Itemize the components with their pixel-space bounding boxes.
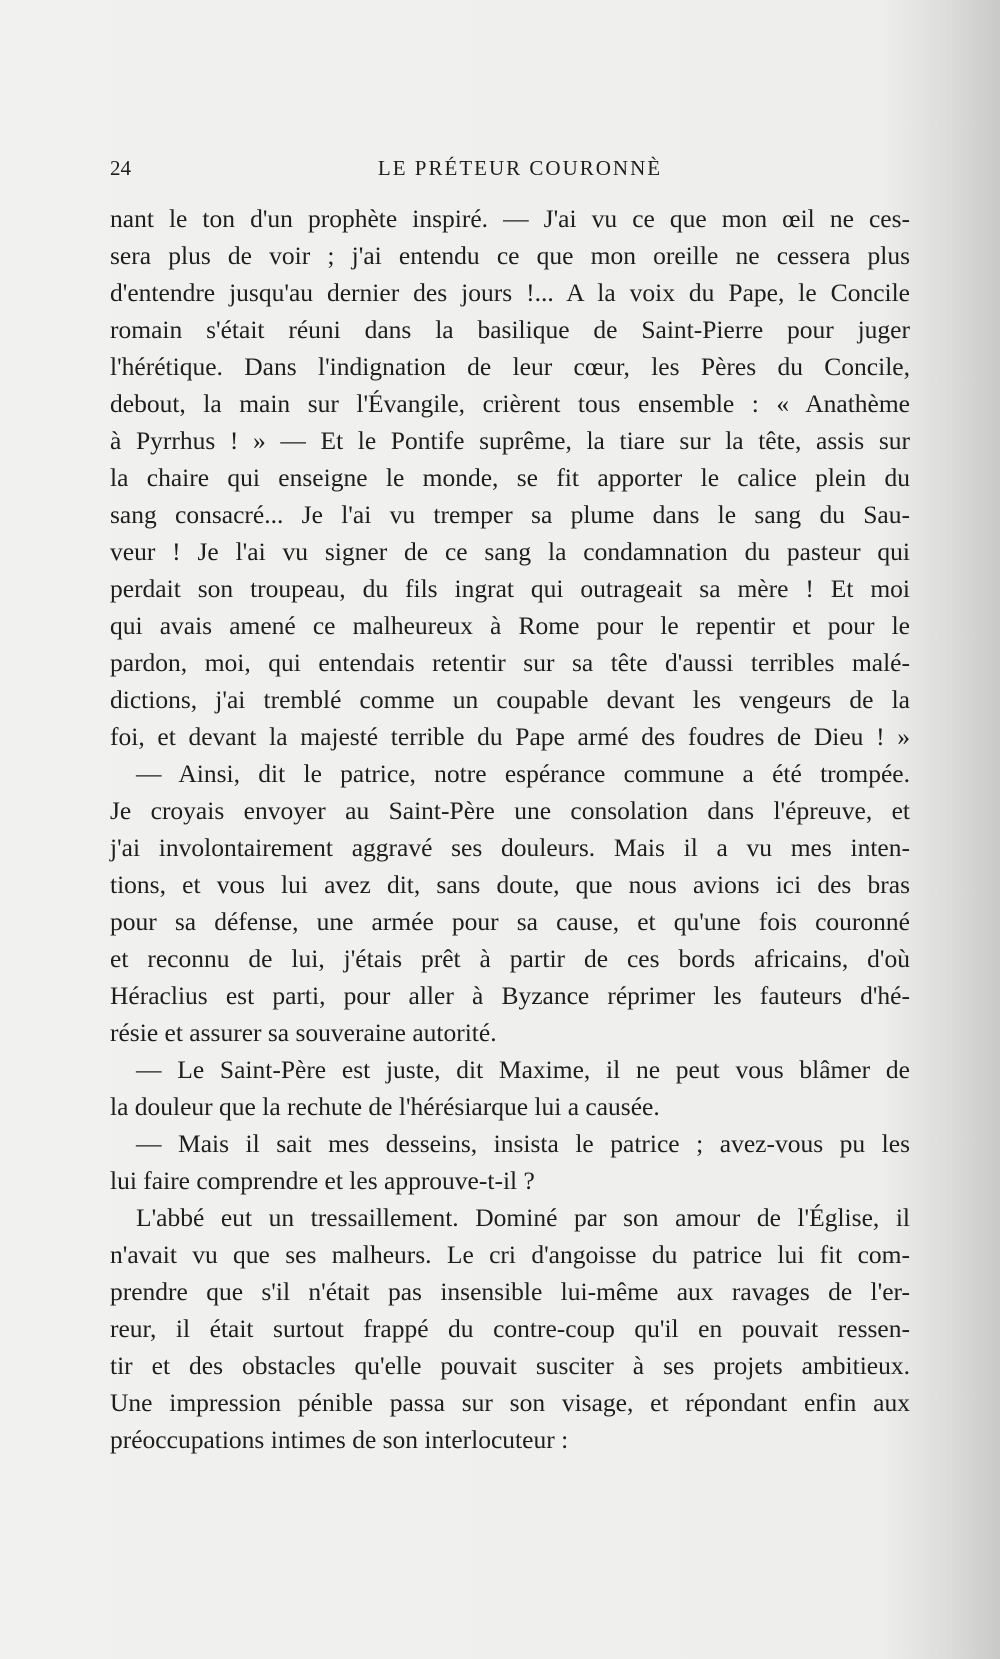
text-line: foi, et devant la majesté terrible du Pape armé des foudres de Dieu ! »: [110, 722, 910, 751]
text-line: nant le ton d'un prophète inspiré. — J'ai vu ce que mon œil ne ces-: [110, 204, 910, 233]
running-title: LE PRÉTEUR COURONNÈ: [377, 156, 663, 180]
text-line: résie et assurer sa souveraine autorité.: [110, 1018, 497, 1047]
text-line: tions, et vous lui avez dit, sans doute, que nous avions ici des bras: [110, 870, 910, 899]
text-line: Je croyais envoyer au Saint-Père une consolation dans l'épreuve, et: [110, 796, 910, 825]
text-line: qui avais amené ce malheureux à Rome pour le repentir et pour le: [110, 611, 910, 640]
text-line: lui faire comprendre et les approuve-t-il ?: [110, 1166, 535, 1195]
text-line: j'ai involontairement aggravé ses douleurs. Mais il a vu mes inten-: [110, 833, 910, 862]
text-line: sera plus de voir ; j'ai entendu ce que mon oreille ne cessera plus: [110, 241, 910, 270]
text-line: préoccupations intimes de son interlocuteur :: [110, 1425, 569, 1454]
text-line: reur, il était surtout frappé du contre-coup qu'il en pouvait ressen-: [110, 1314, 910, 1343]
text-line: n'avait vu que ses malheurs. Le cri d'angoisse du patrice lui fit com-: [110, 1240, 910, 1269]
page-number: 24: [110, 156, 131, 180]
text-line: tir et des obstacles qu'elle pouvait susciter à ses projets ambitieux.: [110, 1351, 910, 1380]
text-line: — Mais il sait mes desseins, insista le patrice ; avez-vous pu les: [136, 1129, 910, 1158]
text-line: L'abbé eut un tressaillement. Dominé par son amour de l'Église, il: [136, 1203, 910, 1232]
text-line: pour sa défense, une armée pour sa cause, et qu'une fois couronné: [110, 907, 910, 936]
text-line: la chaire qui enseigne le monde, se fit apporter le calice plein du: [110, 463, 910, 492]
text-line: Héraclius est parti, pour aller à Byzance réprimer les fauteurs d'hé-: [110, 981, 910, 1010]
text-line: perdait son troupeau, du fils ingrat qui outrageait sa mère ! Et moi: [110, 574, 910, 603]
text-line: sang consacré... Je l'ai vu tremper sa plume dans le sang du Sau-: [110, 500, 910, 529]
body-text: [110, 200, 910, 1458]
text-line: Une impression pénible passa sur son visage, et répondant enfin aux: [110, 1388, 910, 1417]
text-line: dictions, j'ai tremblé comme un coupable devant les vengeurs de la: [110, 685, 910, 714]
page-header: [110, 156, 910, 186]
text-line: — Ainsi, dit le patrice, notre espérance commune a été trompée.: [136, 759, 910, 788]
text-line: à Pyrrhus ! » — Et le Pontife suprême, la tiare sur la tête, assis sur: [110, 426, 910, 455]
text-line: veur ! Je l'ai vu signer de ce sang la condamnation du pasteur qui: [110, 537, 910, 566]
text-line: — Le Saint-Père est juste, dit Maxime, il ne peut vous blâmer de: [136, 1055, 910, 1084]
text-line: l'hérétique. Dans l'indignation de leur cœur, les Pères du Concile,: [110, 352, 910, 381]
text-line: prendre que s'il n'était pas insensible lui-même aux ravages de l'er-: [110, 1277, 910, 1306]
text-line: romain s'était réuni dans la basilique de Saint-Pierre pour juger: [110, 315, 910, 344]
text-line: pardon, moi, qui entendais retentir sur sa tête d'aussi terribles malé-: [110, 648, 910, 677]
text-line: et reconnu de lui, j'étais prêt à partir de ces bords africains, d'où: [110, 944, 910, 973]
text-line: d'entendre jusqu'au dernier des jours !... A la voix du Pape, le Concile: [110, 278, 910, 307]
text-line: la douleur que la rechute de l'hérésiarque lui a causée.: [110, 1092, 660, 1121]
text-line: debout, la main sur l'Évangile, crièrent tous ensemble : « Anathème: [110, 389, 910, 418]
